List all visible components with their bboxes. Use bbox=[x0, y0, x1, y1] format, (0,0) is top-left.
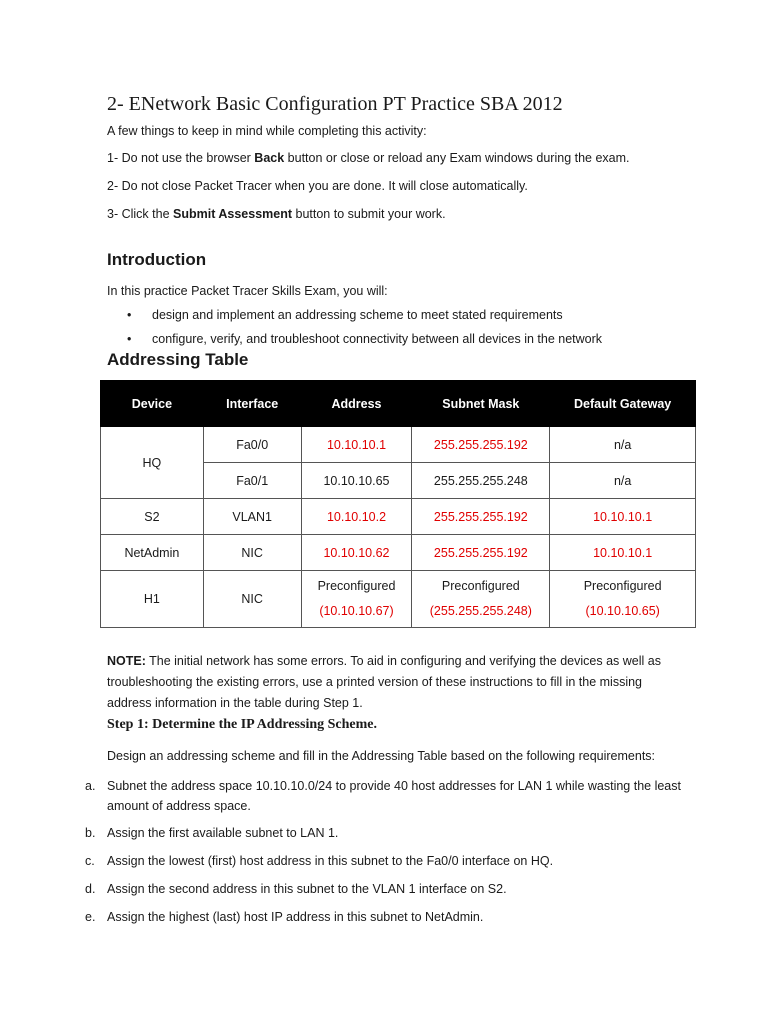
rule-1-suffix: button or close or reload any Exam windows during the exam. bbox=[284, 151, 630, 165]
bullet-dot-icon: • bbox=[127, 308, 132, 322]
preconfigured-value: (255.255.255.248) bbox=[429, 604, 532, 618]
list-item-text: Assign the second address in this subnet to the VLAN 1 interface on S2. bbox=[107, 882, 507, 896]
cell-device: S2 bbox=[101, 499, 204, 535]
cell-subnet-mask: 255.255.255.248 bbox=[412, 463, 550, 499]
rule-3 bbox=[107, 207, 446, 221]
cell-subnet-mask: 255.255.255.192 bbox=[412, 499, 550, 535]
list-item bbox=[85, 879, 685, 899]
header-subnet-mask: Subnet Mask bbox=[412, 381, 550, 427]
addressing-table bbox=[100, 380, 696, 628]
list-item-label: b. bbox=[85, 826, 96, 840]
preconfigured-label: Preconfigured bbox=[441, 579, 520, 593]
list-item-label: d. bbox=[85, 882, 96, 896]
intro-bullet-text: design and implement an addressing scheme to meet stated requirements bbox=[152, 308, 563, 322]
cell-device: NetAdmin bbox=[101, 535, 204, 571]
intro-bullet-text: configure, verify, and troubleshoot connectivity between all devices in the network bbox=[152, 332, 603, 346]
rule-1 bbox=[107, 151, 630, 165]
cell-gateway: 10.10.10.1 bbox=[550, 535, 696, 571]
list-item-text: Subnet the address space 10.10.10.0/24 to provide 40 host addresses for LAN 1 while wasting the least amount of address space. bbox=[107, 779, 681, 813]
intro-note: A few things to keep in mind while completing this activity: bbox=[107, 124, 427, 138]
table-row bbox=[101, 535, 696, 571]
note-label: NOTE: bbox=[107, 654, 146, 668]
introduction-heading: Introduction bbox=[107, 250, 207, 269]
rule-1-bold: Back bbox=[254, 151, 285, 165]
document-title: 2- ENetwork Basic Configuration PT Practice SBA 2012 bbox=[107, 93, 563, 115]
table-header-row bbox=[101, 381, 696, 427]
step-1-heading: Step 1: Determine the IP Addressing Scheme. bbox=[107, 717, 377, 732]
cell-device: HQ bbox=[101, 427, 204, 499]
list-item-label: e. bbox=[85, 910, 96, 924]
list-item-text: Assign the highest (last) host IP address in this subnet to NetAdmin. bbox=[107, 910, 484, 924]
cell-address: 10.10.10.2 bbox=[301, 499, 412, 535]
table-row bbox=[101, 427, 696, 463]
cell-interface: Fa0/1 bbox=[203, 463, 301, 499]
cell-device: H1 bbox=[101, 571, 204, 628]
preconfigured-value: (10.10.10.67) bbox=[319, 604, 394, 618]
cell-interface: NIC bbox=[203, 571, 301, 628]
introduction-lead: In this practice Packet Tracer Skills Exam, you will: bbox=[107, 284, 388, 298]
table-row bbox=[101, 571, 696, 628]
header-default-gateway: Default Gateway bbox=[550, 381, 696, 427]
cell-interface: VLAN1 bbox=[203, 499, 301, 535]
cell-gateway: n/a bbox=[550, 463, 696, 499]
header-device: Device bbox=[101, 381, 204, 427]
list-item-label: c. bbox=[85, 854, 95, 868]
preconfigured-value: (10.10.10.65) bbox=[585, 604, 660, 618]
list-item bbox=[85, 776, 685, 816]
list-item-label: a. bbox=[85, 779, 96, 793]
cell-subnet-mask: 255.255.255.192 bbox=[412, 427, 550, 463]
bullet-dot-icon: • bbox=[127, 332, 132, 346]
list-item bbox=[85, 907, 685, 927]
preconfigured-label: Preconfigured bbox=[317, 579, 396, 593]
preconfigured-label: Preconfigured bbox=[583, 579, 662, 593]
note-paragraph bbox=[107, 651, 667, 714]
cell-gateway: n/a bbox=[550, 427, 696, 463]
cell-interface: NIC bbox=[203, 535, 301, 571]
cell-gateway: 10.10.10.1 bbox=[550, 499, 696, 535]
rule-2: 2- Do not close Packet Tracer when you are done. It will close automatically. bbox=[107, 179, 528, 193]
cell-address: 10.10.10.62 bbox=[301, 535, 412, 571]
rule-3-prefix: 3- Click the bbox=[107, 207, 173, 221]
header-interface: Interface bbox=[203, 381, 301, 427]
list-item bbox=[85, 823, 685, 843]
table-row bbox=[101, 499, 696, 535]
rule-3-suffix: button to submit your work. bbox=[292, 207, 446, 221]
note-text: The initial network has some errors. To aid in configuring and verifying the devices as well as troubleshooting the existing errors, use a printed version of these instructions to fill in the missing address information in the table during Step 1. bbox=[107, 654, 661, 710]
cell-address: 10.10.10.1 bbox=[301, 427, 412, 463]
addressing-table-heading: Addressing Table bbox=[107, 350, 249, 369]
step-1-lead: Design an addressing scheme and fill in the Addressing Table based on the following requirements: bbox=[107, 749, 656, 763]
rule-1-prefix: 1- Do not use the browser bbox=[107, 151, 255, 165]
cell-subnet-mask: 255.255.255.192 bbox=[412, 535, 550, 571]
rule-3-bold: Submit Assessment bbox=[173, 207, 293, 221]
cell-address bbox=[301, 571, 412, 628]
cell-address: 10.10.10.65 bbox=[301, 463, 412, 499]
cell-gateway bbox=[550, 571, 696, 628]
list-item bbox=[85, 851, 685, 871]
cell-interface: Fa0/0 bbox=[203, 427, 301, 463]
list-item-text: Assign the first available subnet to LAN 1. bbox=[107, 826, 339, 840]
header-address: Address bbox=[301, 381, 412, 427]
cell-subnet-mask bbox=[412, 571, 550, 628]
list-item-text: Assign the lowest (first) host address in this subnet to the Fa0/0 interface on HQ. bbox=[107, 854, 554, 868]
